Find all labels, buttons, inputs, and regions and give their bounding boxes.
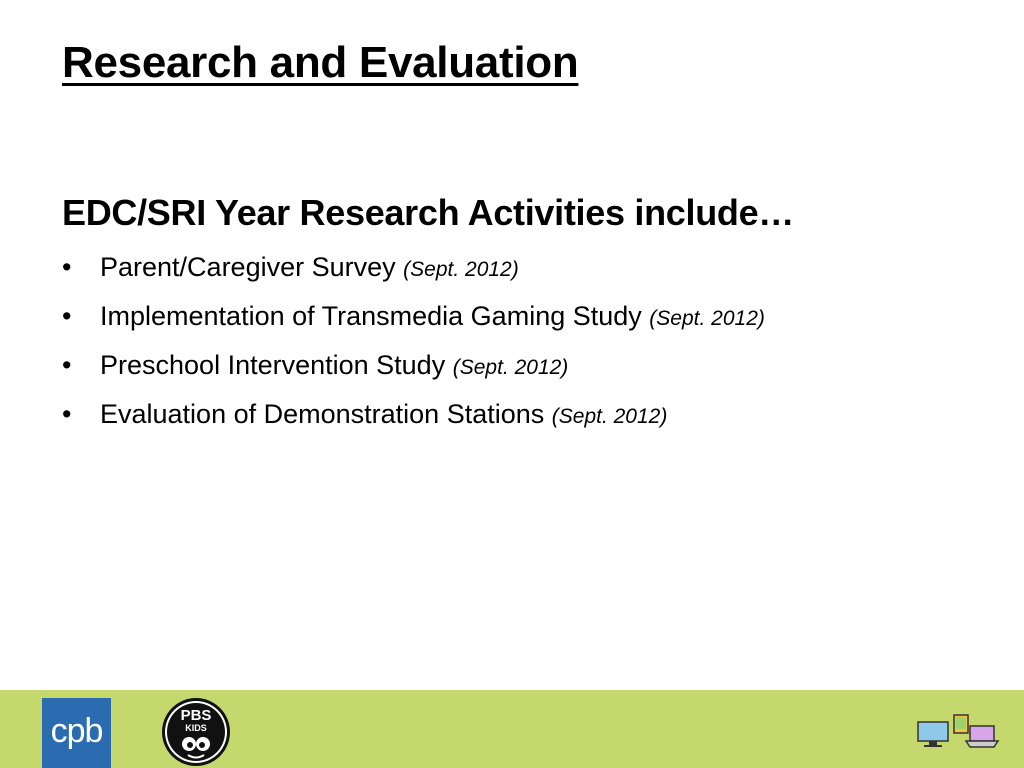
svg-text:KIDS: KIDS (185, 723, 207, 733)
bullet-text: Implementation of Transmedia Gaming Study (100, 301, 642, 331)
bullet-marker: • (62, 350, 72, 380)
bullet-marker: • (62, 252, 72, 282)
bullet-list (62, 250, 765, 446)
bullet-date: (Sept. 2012) (551, 405, 668, 428)
bullet-date: (Sept. 2012) (403, 258, 519, 281)
cpb-logo-text: cpb (50, 712, 103, 750)
bullet-item (62, 299, 765, 333)
footer-bar (0, 690, 1024, 768)
slide-subtitle: EDC/SRI Year Research Activities include… (62, 192, 795, 233)
slide-title: Research and Evaluation (62, 38, 579, 87)
bullet-marker: • (62, 399, 72, 429)
bullet-date: (Sept. 2012) (452, 356, 569, 379)
pbs-kids-logo (160, 696, 232, 768)
cpb-logo (42, 698, 111, 768)
bullet-item (62, 250, 765, 284)
devices-icon (912, 710, 1002, 750)
bullet-item (62, 397, 765, 431)
bullet-date: (Sept. 2012) (649, 307, 765, 330)
bullet-item (62, 348, 765, 382)
bullet-text: Preschool Intervention Study (100, 350, 446, 380)
bullet-text: Parent/Caregiver Survey (100, 252, 396, 282)
bullet-text: Evaluation of Demonstration Stations (100, 399, 545, 429)
svg-text:PBS: PBS (180, 707, 212, 724)
bullet-marker: • (62, 301, 72, 331)
